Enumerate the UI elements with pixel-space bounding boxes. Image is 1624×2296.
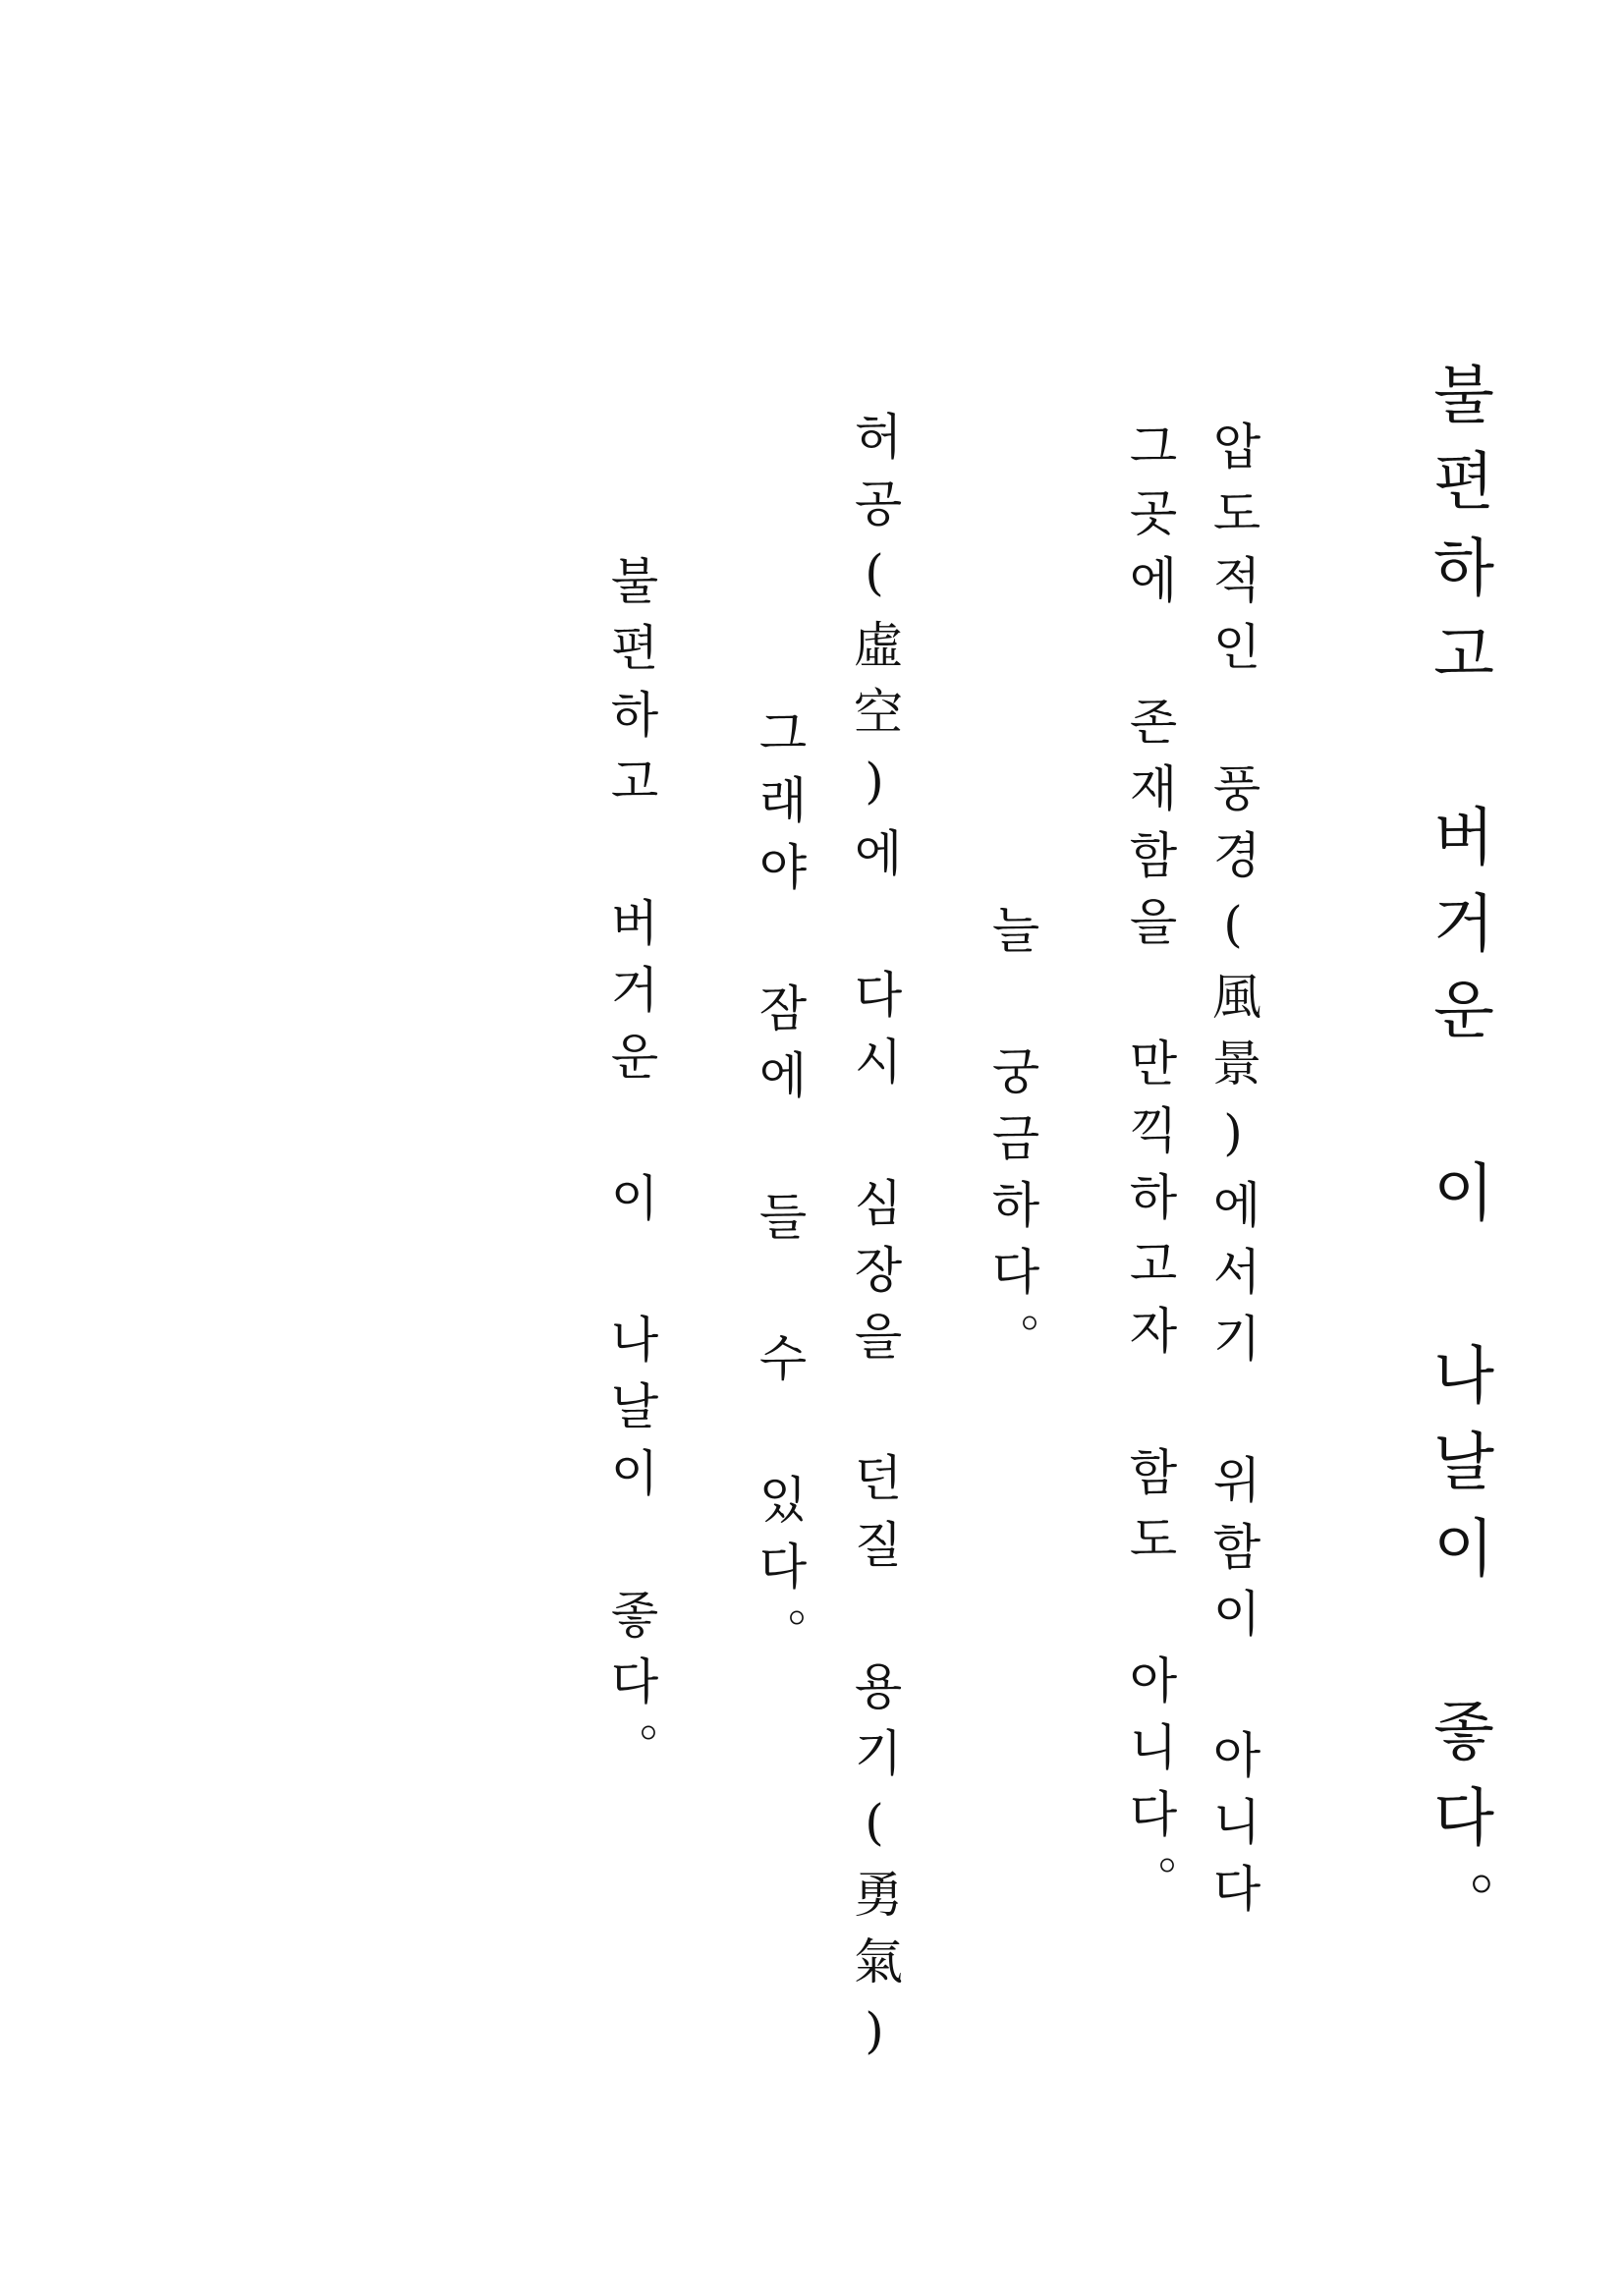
poem-title: 불편하고 버거운 이 나날이 좋다。	[1422, 362, 1494, 1957]
poem-line-5: 그래야 잠에 들 수 있다。	[751, 707, 808, 1674]
poem-line-4: 허공(虛空)에 다시 심장을 던질 용기(勇氣)	[846, 411, 903, 2077]
poem-line-3: 늘 궁금하다。	[983, 904, 1040, 1379]
poem-line-6: 불편하고 버거운 이 나날이 좋다。	[602, 555, 659, 1789]
poem-line-1: 압도적인 풍경(風景)에서기 위함이 아니다	[1204, 420, 1261, 1930]
poem-line-2: 그곳에 존재함을 만끽하고자 함도 아니다。	[1121, 420, 1178, 1922]
